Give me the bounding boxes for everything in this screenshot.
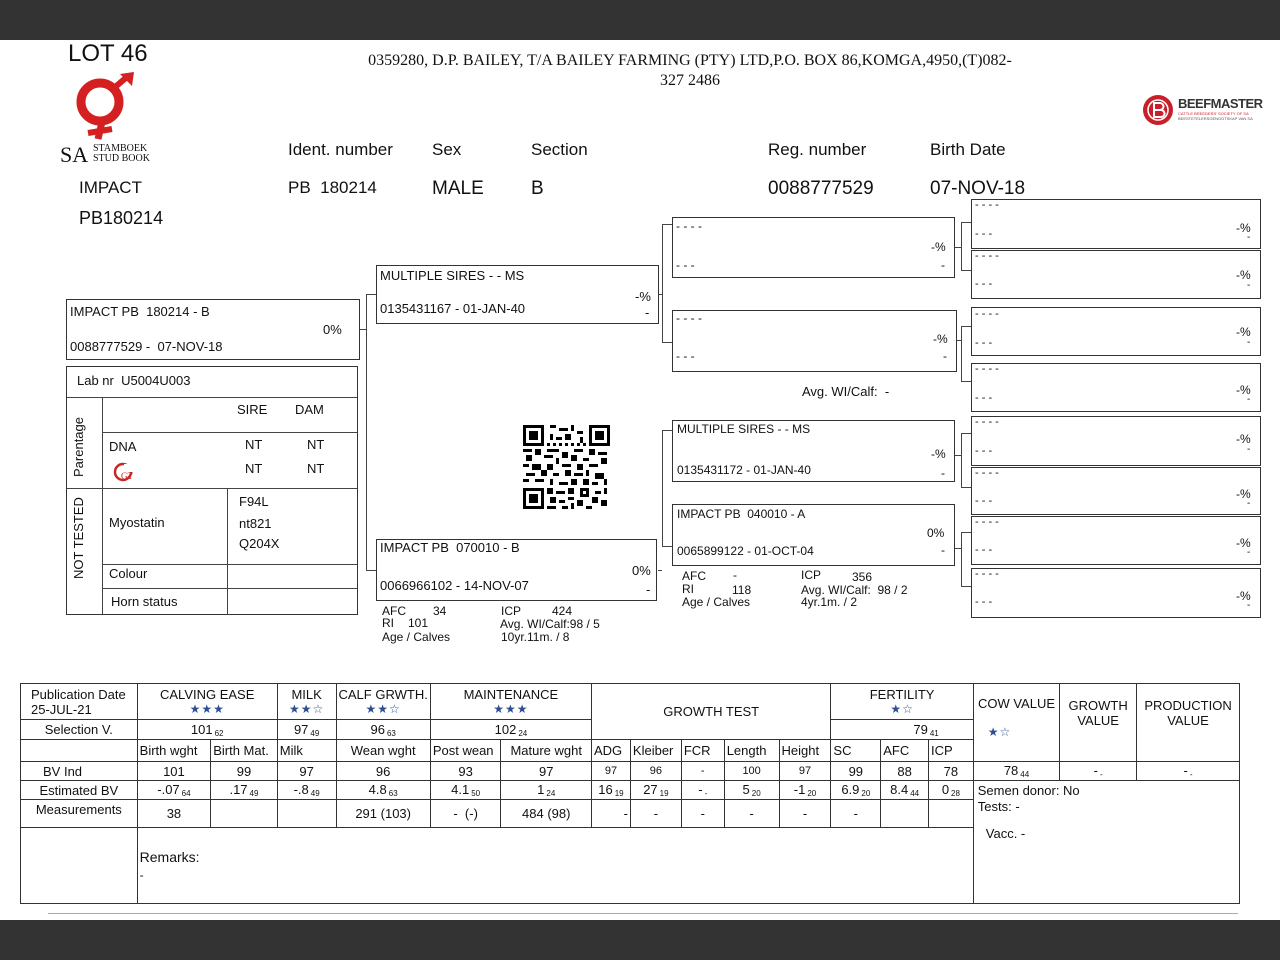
gp4-avg-wi-calf: Avg. WI/Calf: 98 / 2 bbox=[801, 583, 908, 597]
growth-value-header: GROWTH VALUE bbox=[1060, 684, 1137, 762]
bv-pv-acc: - bbox=[1189, 770, 1193, 779]
ggp4-reg: - - - bbox=[975, 392, 993, 404]
dam-age-calves-label: Age / Calves bbox=[382, 630, 451, 644]
meas-adg: - bbox=[592, 800, 631, 828]
est-fcr bbox=[681, 781, 724, 800]
dam-age-calves: 10yr.11m. / 8 bbox=[501, 630, 570, 644]
est-icp bbox=[929, 781, 974, 800]
animal-id-short: PB180214 bbox=[79, 208, 164, 228]
stamboek-line2: STUD BOOK bbox=[93, 153, 150, 164]
lab-dam-header: DAM bbox=[295, 402, 324, 417]
ggp8-name: - - - - bbox=[975, 568, 999, 580]
est-bv-label: Estimated BV bbox=[21, 781, 138, 800]
est-10-v: -1 bbox=[793, 782, 806, 797]
sire-reg: 0135431167 - 01-JAN-40 bbox=[380, 301, 526, 316]
meas-fcr: - bbox=[681, 800, 724, 828]
tests: Tests: - bbox=[977, 799, 1020, 814]
ggp5-name: - - - - bbox=[975, 416, 999, 428]
est-4-v: 4.1 bbox=[451, 782, 470, 797]
gp1-reg: - - - bbox=[676, 258, 695, 272]
gp4-ri: 118 bbox=[732, 583, 752, 597]
cow-value-stars: ★☆ bbox=[987, 725, 1012, 739]
semen-donor: Semen donor: No bbox=[977, 783, 1080, 798]
bv-ind-label: BV Ind bbox=[21, 762, 138, 781]
bv-mature-wght: 97 bbox=[501, 762, 592, 781]
meas-icp bbox=[929, 800, 974, 828]
ggp1-reg: - - - bbox=[975, 228, 993, 240]
dna-sire-2: NT bbox=[245, 461, 263, 476]
calf-growth-title: CALF GRWTH. bbox=[338, 686, 428, 702]
milk-header bbox=[277, 684, 336, 720]
est-2-v: -.8 bbox=[293, 782, 309, 797]
bv-length: 100 bbox=[724, 762, 779, 781]
great-grandparent-box-3[interactable] bbox=[971, 307, 1261, 356]
maintenance-stars: ★★★ bbox=[493, 701, 529, 716]
grandparent-box-2[interactable] bbox=[672, 310, 957, 372]
est-kleiber bbox=[630, 781, 681, 800]
great-grandparent-box-5[interactable] bbox=[971, 416, 1261, 466]
gp4-age-calves-label: Age / Calves bbox=[682, 595, 751, 609]
est-12-v: 8.4 bbox=[890, 782, 909, 797]
col-post-wean: Post wean bbox=[430, 740, 501, 762]
ggp4-dash: - bbox=[1247, 394, 1251, 405]
great-grandparent-box-4[interactable] bbox=[971, 363, 1261, 412]
dam-box[interactable] bbox=[376, 539, 657, 601]
est-adg bbox=[592, 781, 631, 800]
calving-ease-header bbox=[137, 684, 277, 720]
est-13-v: 0 bbox=[941, 782, 950, 797]
col-length: Length bbox=[724, 740, 779, 762]
studbook-emblem-icon bbox=[70, 72, 140, 142]
dam-icp: 424 bbox=[552, 604, 573, 618]
est-0-n: 64 bbox=[181, 789, 191, 798]
est-2-n: 49 bbox=[310, 789, 320, 798]
great-grandparent-box-6[interactable] bbox=[971, 467, 1261, 515]
gp4-dash: - bbox=[941, 543, 945, 557]
bv-sc: 99 bbox=[831, 762, 881, 781]
meas-kleiber: - bbox=[630, 800, 681, 828]
sel-maint-acc: 24 bbox=[518, 728, 528, 738]
dna-label: DNA bbox=[109, 439, 137, 454]
est-5-n: 24 bbox=[546, 789, 556, 798]
gp2-pct: -% bbox=[933, 332, 948, 346]
gp1-dash: - bbox=[941, 258, 945, 272]
est-12-n: 44 bbox=[910, 789, 920, 798]
est-3-v: 4.8 bbox=[368, 782, 387, 797]
dam-ri: 101 bbox=[408, 616, 429, 630]
publication-date: 25-JUL-21 bbox=[31, 701, 92, 717]
dam-avg-wi-calf: Avg. WI/Calf:98 / 5 bbox=[500, 617, 600, 631]
est-11-n: 20 bbox=[861, 789, 871, 798]
est-4-n: 50 bbox=[471, 789, 481, 798]
svg-text:GT: GT bbox=[121, 471, 133, 481]
semen-tests-vacc-cell bbox=[973, 781, 1239, 904]
bv-fcr: - bbox=[681, 762, 724, 781]
great-grandparent-box-2[interactable] bbox=[971, 250, 1261, 299]
animal-ident: PB 180214 bbox=[288, 178, 377, 197]
gp3-dash: - bbox=[941, 466, 945, 480]
production-value-header: PRODUCTION VALUE bbox=[1137, 684, 1240, 762]
ggp2-dash: - bbox=[1247, 280, 1251, 291]
gp4-afc-label: AFC bbox=[682, 569, 706, 583]
dam-name: IMPACT PB 070010 - B bbox=[380, 540, 520, 555]
not-tested-label: NOT TESTED bbox=[71, 497, 86, 579]
animal-section: B bbox=[531, 178, 544, 199]
dna-sire-1: NT bbox=[245, 437, 263, 452]
bv-post-wean: 93 bbox=[430, 762, 501, 781]
breeder-line1: 0359280, D.P. BAILEY, T/A BAILEY FARMING (PTY) LTD,P.O. BOX 86,KOMGA,4950,(T)082- bbox=[368, 52, 1012, 69]
gp4-afc: - bbox=[733, 568, 737, 582]
est-11-v: 6.9 bbox=[841, 782, 860, 797]
ggp5-dash: - bbox=[1247, 444, 1251, 455]
dam-icp-label: ICP bbox=[501, 604, 522, 618]
cow-value-title: COW VALUE bbox=[977, 696, 1056, 711]
section-header: Section bbox=[531, 140, 588, 159]
est-mature-wght bbox=[501, 781, 592, 800]
sel-fert-acc: 41 bbox=[929, 728, 939, 738]
calf-growth-stars: ★★☆ bbox=[365, 701, 401, 716]
col-icp: ICP bbox=[929, 740, 974, 762]
grandparent-box-3[interactable] bbox=[672, 420, 955, 482]
top-bar bbox=[0, 0, 1280, 40]
est-birth-mat bbox=[211, 781, 278, 800]
ggp5-pct: -% bbox=[1236, 432, 1251, 446]
ggp4-name: - - - - bbox=[975, 363, 999, 375]
ggp1-name: - - - - bbox=[975, 199, 999, 211]
growth-test-header: GROWTH TEST bbox=[592, 684, 831, 740]
selection-milk bbox=[277, 720, 336, 740]
ggp3-pct: -% bbox=[1236, 325, 1251, 339]
est-birth-wght bbox=[137, 781, 211, 800]
bottom-separator bbox=[48, 913, 1238, 914]
maintenance-title: MAINTENANCE bbox=[463, 686, 559, 702]
col-mature-wght: Mature wght bbox=[501, 740, 592, 762]
ggp2-reg: - - - bbox=[975, 278, 993, 290]
ggp1-dash: - bbox=[1247, 232, 1251, 243]
ggp5-reg: - - - bbox=[975, 445, 993, 457]
dam-ri-label: RI bbox=[382, 616, 394, 630]
publication-label: Publication Date bbox=[31, 686, 126, 702]
ggp3-reg: - - - bbox=[975, 337, 993, 349]
breeder-line2: 327 2486 bbox=[660, 72, 720, 89]
bv-growth-value bbox=[1060, 762, 1137, 781]
great-grandparent-box-7[interactable] bbox=[971, 516, 1261, 565]
sel-calf-value: 96 bbox=[370, 721, 385, 737]
gp2-dash: - bbox=[943, 349, 947, 363]
qr-code[interactable] bbox=[523, 425, 610, 509]
gp4-icp: 356 bbox=[852, 570, 873, 584]
gp2-reg: - - - bbox=[676, 349, 695, 363]
milk-title: MILK bbox=[291, 686, 322, 702]
beefmaster-brand: BEEFMASTER bbox=[1178, 96, 1263, 111]
remarks-cell bbox=[137, 828, 973, 904]
meas-milk bbox=[277, 800, 336, 828]
calf-growth-header bbox=[336, 684, 430, 720]
meas-birth-wght: 38 bbox=[137, 800, 211, 828]
bv-kleiber: 96 bbox=[630, 762, 681, 781]
bv-gv-acc: - bbox=[1099, 770, 1103, 779]
meas-afc bbox=[881, 800, 929, 828]
est-8-n: - bbox=[704, 789, 708, 798]
fertility-header bbox=[831, 684, 973, 720]
col-afc: AFC bbox=[881, 740, 929, 762]
sire-pct: -% bbox=[635, 289, 651, 304]
est-post-wean bbox=[430, 781, 501, 800]
col-kleiber: Kleiber bbox=[630, 740, 681, 762]
est-wean-wght bbox=[336, 781, 430, 800]
gp1-name: - - - - bbox=[676, 219, 702, 233]
sel-calf-acc: 63 bbox=[386, 728, 396, 738]
lab-sire-header: SIRE bbox=[237, 402, 268, 417]
bv-cow-value bbox=[973, 762, 1059, 781]
sire-dash: - bbox=[645, 305, 650, 320]
dam-afc: 34 bbox=[433, 604, 447, 618]
gp1-pct: -% bbox=[931, 240, 946, 254]
selection-calving bbox=[137, 720, 277, 740]
stamboek-text bbox=[93, 144, 150, 164]
sire-name: MULTIPLE SIRES - - MS bbox=[380, 268, 525, 283]
myostatin-f94l: F94L bbox=[239, 494, 269, 509]
gp2-name: - - - - bbox=[676, 311, 702, 325]
est-1-n: 49 bbox=[249, 789, 259, 798]
animal-pedigree-box[interactable] bbox=[66, 299, 360, 360]
est-3-n: 63 bbox=[388, 789, 398, 798]
col-sc: SC bbox=[831, 740, 881, 762]
est-6-v: 16 bbox=[598, 782, 613, 797]
meas-mature-wght: 484 (98) bbox=[501, 800, 592, 828]
gt-lab-icon bbox=[113, 461, 135, 483]
lot-number: LOT 46 bbox=[68, 40, 148, 67]
sire-box[interactable] bbox=[376, 265, 659, 324]
sa-logo-text: SA bbox=[60, 142, 89, 167]
beefmaster-line2: BEESTETELERSGENOOTSKAP VAN SA bbox=[1178, 116, 1253, 121]
col-wean-wght: Wean wght bbox=[336, 740, 430, 762]
est-13-n: 28 bbox=[951, 789, 960, 798]
sel-calving-acc: 62 bbox=[214, 728, 224, 738]
gp4-age-calves: 4yr.1m. / 2 bbox=[801, 595, 858, 609]
lab-number: Lab nr U5004U003 bbox=[77, 373, 191, 388]
beefmaster-logo bbox=[1142, 94, 1272, 126]
stud-book-logo bbox=[60, 72, 160, 167]
publication-cell bbox=[21, 684, 138, 720]
sel-milk-value: 97 bbox=[293, 721, 309, 737]
sel-milk-acc: 49 bbox=[310, 728, 320, 738]
self-pct: 0% bbox=[323, 322, 342, 337]
est-6-n: 19 bbox=[614, 789, 624, 798]
bv-gv-num: - bbox=[1093, 763, 1098, 778]
ggp6-pct: -% bbox=[1236, 487, 1251, 501]
grandparent-box-1[interactable] bbox=[672, 217, 955, 278]
est-milk bbox=[277, 781, 336, 800]
self-name: IMPACT PB 180214 - B bbox=[70, 304, 210, 319]
ggp8-reg: - - - bbox=[975, 596, 993, 608]
breeder-info bbox=[330, 51, 1050, 91]
reg-header: Reg. number bbox=[768, 140, 867, 159]
ident-header: Ident. number bbox=[288, 140, 393, 159]
col-milk: Milk bbox=[277, 740, 336, 762]
col-adg: ADG bbox=[592, 740, 631, 762]
great-grandparent-box-1[interactable] bbox=[971, 199, 1261, 249]
bv-index-row bbox=[21, 762, 1240, 781]
dam-afc-label: AFC bbox=[382, 604, 406, 618]
meas-height: - bbox=[779, 800, 831, 828]
col-fcr: FCR bbox=[681, 740, 724, 762]
bv-cow-num: 78 bbox=[1003, 763, 1019, 778]
animal-name: IMPACT bbox=[79, 178, 142, 197]
gp3-pct: -% bbox=[931, 447, 946, 461]
great-grandparent-box-8[interactable] bbox=[971, 568, 1261, 618]
meas-birth-mat bbox=[211, 800, 278, 828]
meas-post-wean: - (-) bbox=[430, 800, 501, 828]
fertility-title: FERTILITY bbox=[869, 686, 935, 702]
selection-fert bbox=[831, 720, 973, 740]
ggp6-dash: - bbox=[1247, 498, 1251, 509]
bv-milk: 97 bbox=[277, 762, 336, 781]
remarks-blank bbox=[21, 828, 138, 904]
vaccination: Vacc. - bbox=[985, 826, 1026, 841]
dam-pct: 0% bbox=[632, 563, 651, 578]
gp3-name: MULTIPLE SIRES - - MS bbox=[677, 422, 811, 436]
calving-ease-title: CALVING EASE bbox=[160, 686, 255, 702]
dam-reg: 0066966102 - 14-NOV-07 bbox=[380, 578, 529, 593]
gp4-name: IMPACT PB 040010 - A bbox=[677, 507, 806, 521]
animal-birth: 07-NOV-18 bbox=[930, 178, 1026, 199]
ggp7-dash: - bbox=[1247, 547, 1251, 558]
myostatin-label: Myostatin bbox=[109, 515, 165, 530]
lab-results-panel bbox=[66, 366, 358, 615]
gp4-ri-label: RI bbox=[682, 582, 694, 596]
bv-afc: 88 bbox=[881, 762, 929, 781]
remarks-label: Remarks: bbox=[139, 849, 200, 865]
ggp7-reg: - - - bbox=[975, 544, 993, 556]
sel-calving-value: 101 bbox=[190, 721, 213, 737]
est-9-v: 5 bbox=[742, 782, 750, 797]
ggp2-pct: -% bbox=[1236, 268, 1251, 282]
self-reg: 0088777529 - 07-NOV-18 bbox=[70, 339, 223, 354]
est-7-n: 19 bbox=[659, 789, 669, 798]
ggp3-name: - - - - bbox=[975, 308, 999, 320]
ggp6-reg: - - - bbox=[975, 495, 993, 507]
animal-sex: MALE bbox=[432, 178, 484, 199]
selection-label: Selection V. bbox=[21, 720, 138, 740]
bv-birth-mat: 99 bbox=[211, 762, 278, 781]
bv-cow-acc: 44 bbox=[1020, 770, 1030, 779]
gp3-reg: 0135431172 - 01-JAN-40 bbox=[677, 463, 811, 477]
dna-dam-2: NT bbox=[307, 461, 325, 476]
meas-length: - bbox=[724, 800, 779, 828]
blank-cell bbox=[21, 740, 138, 762]
ggp4-pct: -% bbox=[1236, 383, 1251, 397]
selection-calf bbox=[336, 720, 430, 740]
birth-header: Birth Date bbox=[930, 140, 1006, 159]
ggp6-name: - - - - bbox=[975, 467, 999, 479]
stamboek-line1: STAMBOEK bbox=[93, 143, 148, 154]
est-1-v: .17 bbox=[229, 782, 248, 797]
bv-adg: 97 bbox=[592, 762, 631, 781]
ggp8-pct: -% bbox=[1236, 589, 1251, 603]
ggp2-name: - - - - bbox=[975, 250, 999, 262]
bv-icp: 78 bbox=[929, 762, 974, 781]
est-8-v: - bbox=[698, 782, 703, 797]
bv-birth-wght: 101 bbox=[137, 762, 211, 781]
remarks-text: - bbox=[139, 868, 144, 882]
estimated-bv-row bbox=[21, 781, 1240, 800]
calving-ease-stars: ★★★ bbox=[189, 701, 225, 716]
fertility-stars: ★☆ bbox=[890, 701, 914, 716]
bv-pv-num: - bbox=[1183, 763, 1188, 778]
gp4-pct: 0% bbox=[927, 526, 945, 540]
meas-wean-wght: 291 (103) bbox=[336, 800, 430, 828]
selection-maint bbox=[430, 720, 591, 740]
bv-height: 97 bbox=[779, 762, 831, 781]
dam-dash: - bbox=[646, 582, 651, 597]
est-5-v: 1 bbox=[537, 782, 545, 797]
est-sc bbox=[831, 781, 881, 800]
grandparent-box-4[interactable] bbox=[672, 504, 955, 566]
ggp7-pct: -% bbox=[1236, 536, 1251, 550]
colour-label: Colour bbox=[109, 566, 148, 581]
gp4-icp-label: ICP bbox=[801, 568, 822, 582]
col-birth-mat: Birth Mat. bbox=[211, 740, 278, 762]
animal-reg: 0088777529 bbox=[768, 178, 874, 199]
bottom-bar bbox=[0, 920, 1280, 960]
est-height bbox=[779, 781, 831, 800]
est-0-v: -.07 bbox=[157, 782, 180, 797]
cow-value-header bbox=[973, 684, 1059, 762]
measurements-label: Measurements bbox=[21, 800, 138, 828]
est-10-n: 20 bbox=[807, 789, 817, 798]
bv-wean-wght: 96 bbox=[336, 762, 430, 781]
myostatin-nt821: nt821 bbox=[239, 516, 272, 531]
bv-production-value bbox=[1137, 762, 1240, 781]
sex-header: Sex bbox=[432, 140, 462, 159]
ggp1-pct: -% bbox=[1236, 221, 1251, 235]
milk-stars: ★★☆ bbox=[288, 701, 325, 716]
ggp3-dash: - bbox=[1247, 337, 1251, 348]
est-afc bbox=[881, 781, 929, 800]
est-9-n: 20 bbox=[751, 789, 761, 798]
myostatin-q204x: Q204X bbox=[239, 536, 280, 551]
ggp7-name: - - - - bbox=[975, 516, 999, 528]
col-height: Height bbox=[779, 740, 831, 762]
gp2-avg-wi-calf: Avg. WI/Calf: - bbox=[802, 384, 890, 399]
breeding-values-table bbox=[20, 683, 1240, 904]
est-length bbox=[724, 781, 779, 800]
dna-dam-1: NT bbox=[307, 437, 325, 452]
beefmaster-emblem-icon bbox=[1142, 94, 1174, 126]
meas-sc: - bbox=[831, 800, 881, 828]
parentage-label: Parentage bbox=[71, 417, 86, 477]
col-birth-wght: Birth wght bbox=[137, 740, 211, 762]
est-7-v: 27 bbox=[643, 782, 658, 797]
maintenance-header bbox=[430, 684, 591, 720]
sel-maint-value: 102 bbox=[494, 721, 517, 737]
ggp8-dash: - bbox=[1247, 600, 1251, 611]
horn-status-label: Horn status bbox=[111, 594, 178, 609]
gp4-reg: 0065899122 - 01-OCT-04 bbox=[677, 544, 814, 558]
sel-fert-value: 79 bbox=[913, 721, 928, 737]
beefmaster-line1: CATTLE BREEDERS' SOCIETY OF SA bbox=[1178, 111, 1249, 116]
